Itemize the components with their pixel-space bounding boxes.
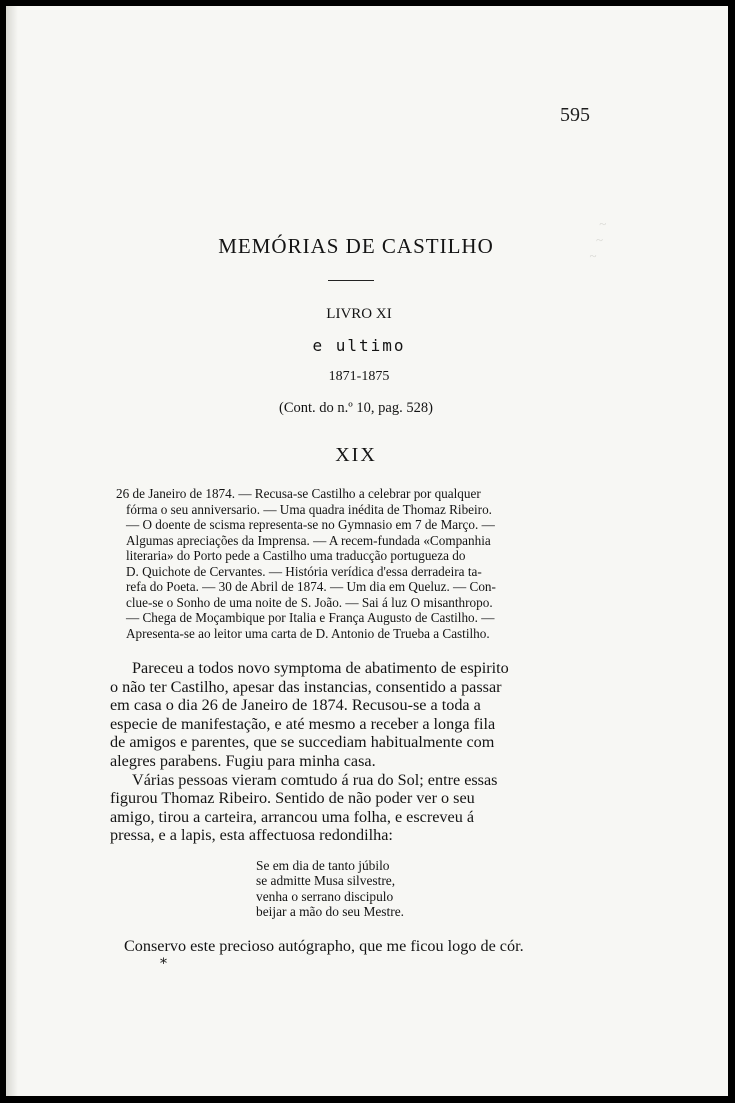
- title-rule: [328, 280, 374, 281]
- book-subtitle: e ultimo: [312, 336, 406, 355]
- summary-line: — O doente de scisma representa-se no Gymnasio em 7 de Março. —: [126, 517, 495, 532]
- body-line: Pareceu a todos novo symptoma de abatimento de espirito: [132, 659, 509, 677]
- body-line: figurou Thomaz Ribeiro. Sentido de não poder ver o seu: [110, 789, 475, 808]
- continuation-note: (Cont. do n.º 10, pag. 528): [279, 400, 433, 416]
- chapter-summary: [116, 486, 594, 641]
- page-number: 595: [560, 104, 590, 126]
- verse-line: venha o serrano discipulo: [256, 888, 394, 904]
- chapter-number: XIX: [335, 444, 377, 466]
- year-range: 1871-1875: [328, 369, 390, 384]
- verse-line: Se em dia de tanto júbilo: [256, 858, 390, 873]
- body-line: o não ter Castilho, apesar das instancias, consentido a passar: [110, 677, 502, 696]
- body-line: em casa o dia 26 de Janeiro de 1874. Recusou-se a toda a: [110, 696, 481, 715]
- body-line: amigo, tirou a carteira, arrancou uma folha, e escreveu á: [110, 807, 475, 826]
- closing-line: Conservo este precioso autógrapho, que me ficou logo de cór.: [124, 937, 524, 955]
- summary-line: literaria» do Porto pede a Castilho uma traducção portugueza do: [126, 548, 466, 563]
- body-line: de amigos e parentes, que se succediam habitualmente com: [110, 733, 495, 752]
- summary-line: clue-se o Sonho de uma noite de S. João. — Sai á luz O misanthropo.: [126, 594, 493, 610]
- summary-line: fórma o seu anniversario. — Uma quadra inédita de Thomaz Ribeiro.: [126, 501, 492, 517]
- summary-line: Apresenta-se ao leitor uma carta de D. Antonio de Trueba a Castilho.: [126, 625, 490, 641]
- body-line: pressa, e a lapis, esta affectuosa redondilha:: [110, 826, 393, 845]
- verse-line: beijar a mão do seu Mestre.: [256, 903, 404, 919]
- body-line: Várias pessoas vieram comtudo á rua do Sol; entre essas: [132, 770, 498, 789]
- verse-line: se admitte Musa silvestre,: [256, 873, 396, 889]
- summary-line: refa do Poeta. — 30 de Abril de 1874. — Um dia em Queluz. — Con-: [126, 579, 496, 594]
- page-edge-shadow: [6, 6, 18, 1096]
- verse-quatrain: [256, 858, 516, 919]
- summary-line: — Chega de Moçambique por Italia e França Augusto de Castilho. —: [126, 610, 495, 625]
- document-page: [6, 6, 728, 1096]
- summary-line: Algumas apreciações da Imprensa. — A recem-fundada «Companhia: [126, 532, 491, 548]
- footnote-marker: *: [160, 956, 167, 972]
- body-line: alegres parabens. Fugiu para minha casa.: [110, 751, 376, 770]
- body-paragraphs: [110, 659, 594, 845]
- summary-line: 26 de Janeiro de 1874. — Recusa-se Castilho a celebrar por qualquer: [116, 486, 481, 501]
- summary-line: D. Quichote de Cervantes. — História verídica d'essa derradeira ta-: [126, 563, 482, 579]
- page-title: MEMÓRIAS DE CASTILHO: [218, 234, 494, 258]
- body-line: especie de manifestação, e até mesmo a receber a longa fila: [110, 714, 496, 733]
- book-heading: LIVRO XI: [326, 306, 392, 322]
- bleed-through-artifact: ~ ~ ~: [570, 216, 607, 263]
